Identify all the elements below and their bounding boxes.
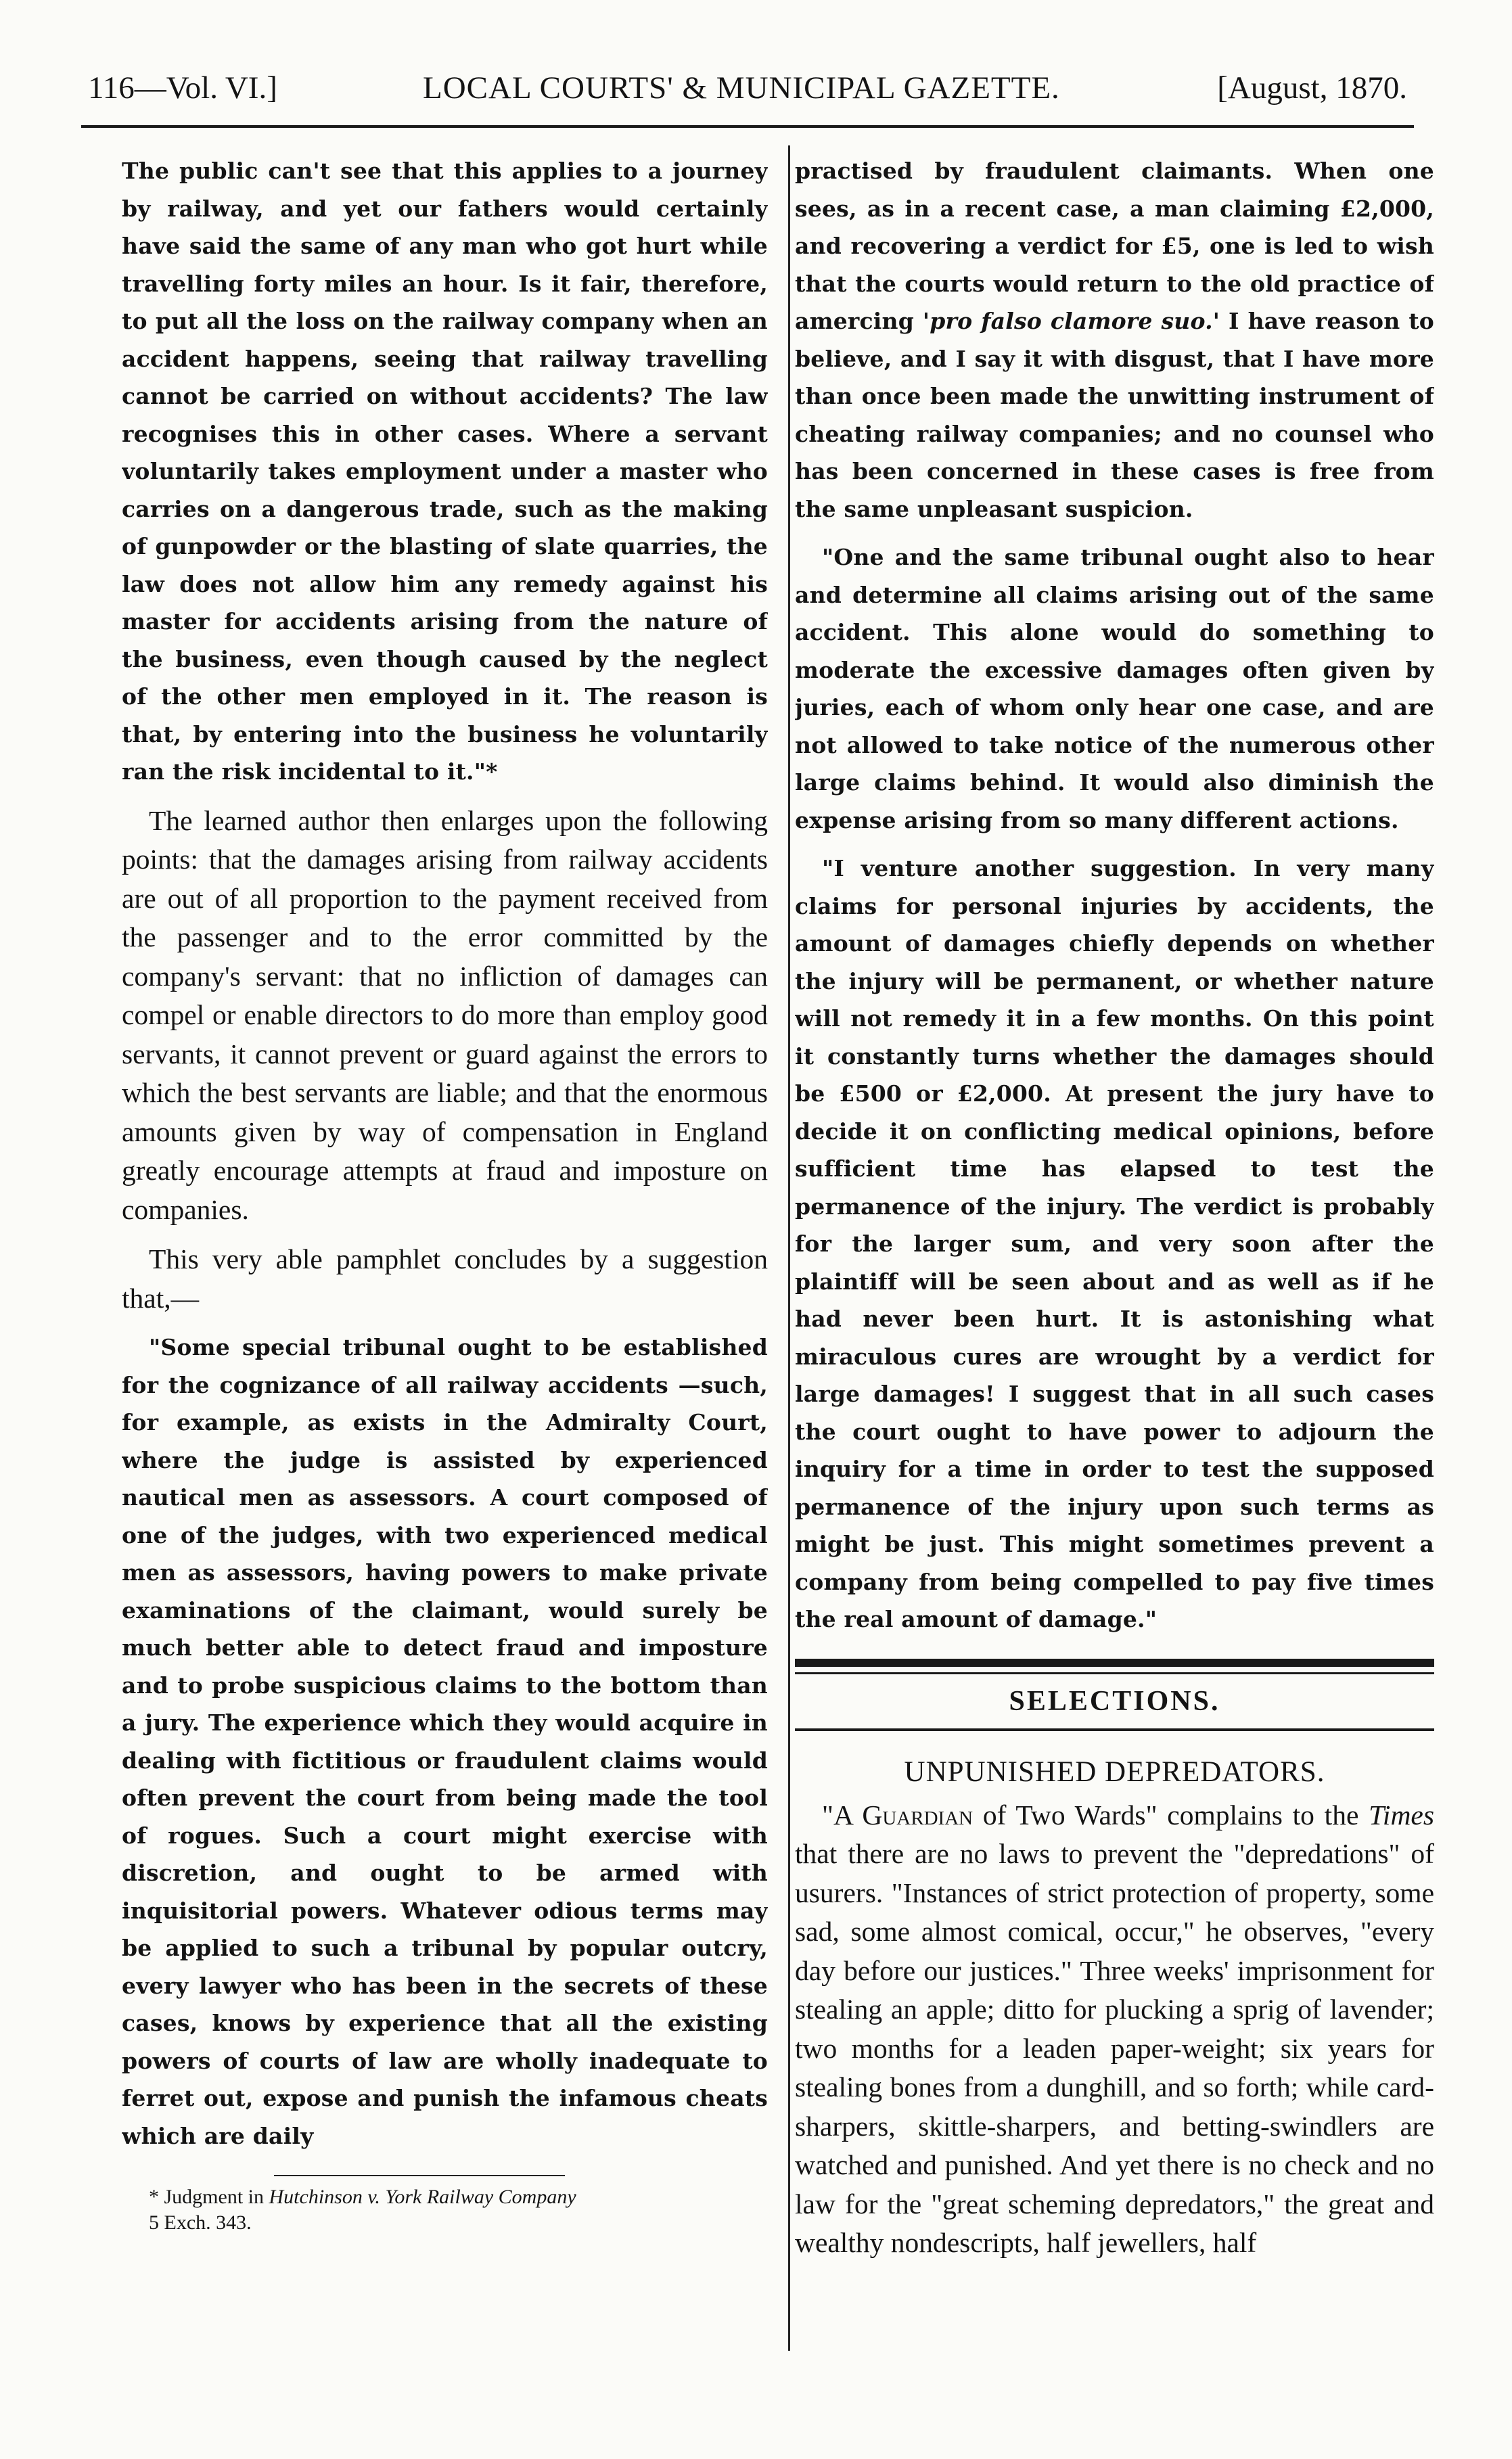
article-text-c: that there are no laws to prevent the "depredations" of usurers. "Instances of strict protection of property, some sad, some almost comical, occur," he observes, "every day before our justices." Three weeks' imprisonment for stealing an apple; ditto for plucking a sprig of lavender; two months for a leaden paper-weight; six years for stealing bones from a dunghill, and so forth; while card-sharpers, skittle-sharpers, and betting-swindlers are watched and punished. And yet there is no check and no law for the "great scheming depredators," the great and wealthy nondescripts, half jewellers, half [795, 1838, 1434, 2258]
quote-text-a: practised by fraudulent claimants. When one sees, as in a recent case, a man claiming £2,000, and recovering a verdict for £5, one is led to wish that the courts would return to the old practice of amercing [795, 158, 1434, 334]
footnote-prefix: * Judgment in [149, 2186, 269, 2208]
article-text-a: "A [822, 1799, 863, 1831]
latin-phrase: 'pro falso clamore suo.' [922, 308, 1220, 334]
same-tribunal-quote: "One and the same tribunal ought also to hear and determine all claims arising out of the same accident. This alone would do something to moderate the excessive damages often given by juries, each of whom only hear one case, and are not allowed to take notice of the numerous other large claims behind. It would also diminish the expense arising from so many different actions. [795, 544, 1434, 833]
footnote [122, 2184, 768, 2236]
suggestion-quote: "I venture another suggestion. In very many claims for personal injuries by accidents, the amount of damages chiefly depends on whether the injury will be permanent, or whether nature will not remedy it in a few months. On this point it constantly turns whether the damages should be £500 or £2,000. At present the jury have to decide it on conflicting medical opinions, before sufficient time has elapsed to test the permanence of the injury. The verdict is probably for the larger sum, and very soon after the plaintiff will be seen about and as well as if he had never been hurt. It is astonishing what miraculous cures are wrought by a verdict for large damages! I suggest that in all such cases the court ought to have power to adjourn the inquiry for a time in order to test the supposed permanence of the injury upon such terms as might be just. This might sometimes prevent a company from being compelled to pay five times the real amount of damage." [795, 855, 1434, 1632]
section-rule-thick [795, 1659, 1434, 1667]
quote-continuation: The public can't see that this applies to a journey by railway, and yet our fathers would certainly have said the same of any man who got hurt while travelling forty miles an hour. Is it fair, therefore, to put all the loss on the railway company when an accident happens, seeing that railway travelling cannot be carried on without accidents? The law recognises this in other cases. Where a servant voluntarily takes employment under a master who carries on a dangerous trade, such as the making of gunpowder or the blasting of slate quarries, the law does not allow him any remedy against his master for accidents arising from the nature of the business, even though caused by the neglect of the other men employed in it. The reason is that, by entering into the business he voluntarily ran the risk incidental to it."* [122, 158, 768, 785]
body-paragraph-1: The learned author then enlarges upon the following points: that the damages arising from railway accidents are out of all proportion to the payment received from the passenger and to the error committed by the company's servant: that no infliction of damages can compel or enable directors to do more than employ good servants, it cannot prevent or guard against the errors to which the best servants are liable; and that the enormous amounts given by way of compensation in England greatly encourage attempts at fraud and imposture on companies. [122, 804, 768, 1225]
guardian-word: Guardian [862, 1799, 973, 1831]
footnote-citation: 5 Exch. 343. [149, 2211, 252, 2234]
footnote-rule [274, 2175, 565, 2176]
running-header [81, 64, 1414, 128]
body-paragraph-2: This very able pamphlet concludes by a suggestion that,— [122, 1243, 768, 1314]
article-text-b: of Two Wards" complains to the [973, 1799, 1369, 1831]
left-column [122, 152, 768, 2385]
article-body [795, 1796, 1434, 2263]
page-volume: 116—Vol. VI.] [88, 70, 277, 106]
article-heading: UNPUNISHED DEPREDATORS. [904, 1755, 1325, 1788]
column-divider [788, 145, 790, 2351]
quote-continuation-right [795, 152, 1434, 528]
quote-text-b: I have reason to believe, and I say it with disgust, that I have more than once been made the unwitting instrument of cheating railway companies; and no counsel who has been concerned in these cases is free from the same unpleasant suspicion. [795, 308, 1434, 522]
issue-date: [August, 1870. [1217, 70, 1407, 106]
tribunal-quote: "Some special tribunal ought to be established for the cognizance of all railway accidents —such, for example, as exists in the Admiralty Court, where the judge is assisted by experienced nautical men as assessors. A court composed of one of the judges, with two experienced medical men as assessors, having powers to make private examinations of the claimant, would surely be much better able to detect fraud and imposture and to probe suspicious claims to the bottom than a jury. The experience which they would acquire in dealing with fictitious or fraudulent claims would often prevent the court from being made the tool of rogues. Such a court might exercise with discretion, and ought to be armed with inquisitorial powers. Whatever odious terms may be applied to such a tribunal by popular outcry, every lawyer who has been in the secrets of these cases, knows by experience that all the existing powers of courts of law are wholly inadequate to ferret out, expose and punish the infamous cheats which are daily [122, 1334, 768, 2149]
section-heading: SELECTIONS. [1009, 1685, 1220, 1717]
right-column [795, 152, 1434, 2405]
times-word: Times [1369, 1799, 1434, 1831]
section-rule-under [795, 1728, 1434, 1731]
footnote-case: Hutchinson v. York Railway Company [269, 2186, 576, 2208]
publication-title: LOCAL COURTS' & MUNICIPAL GAZETTE. [423, 70, 1060, 106]
